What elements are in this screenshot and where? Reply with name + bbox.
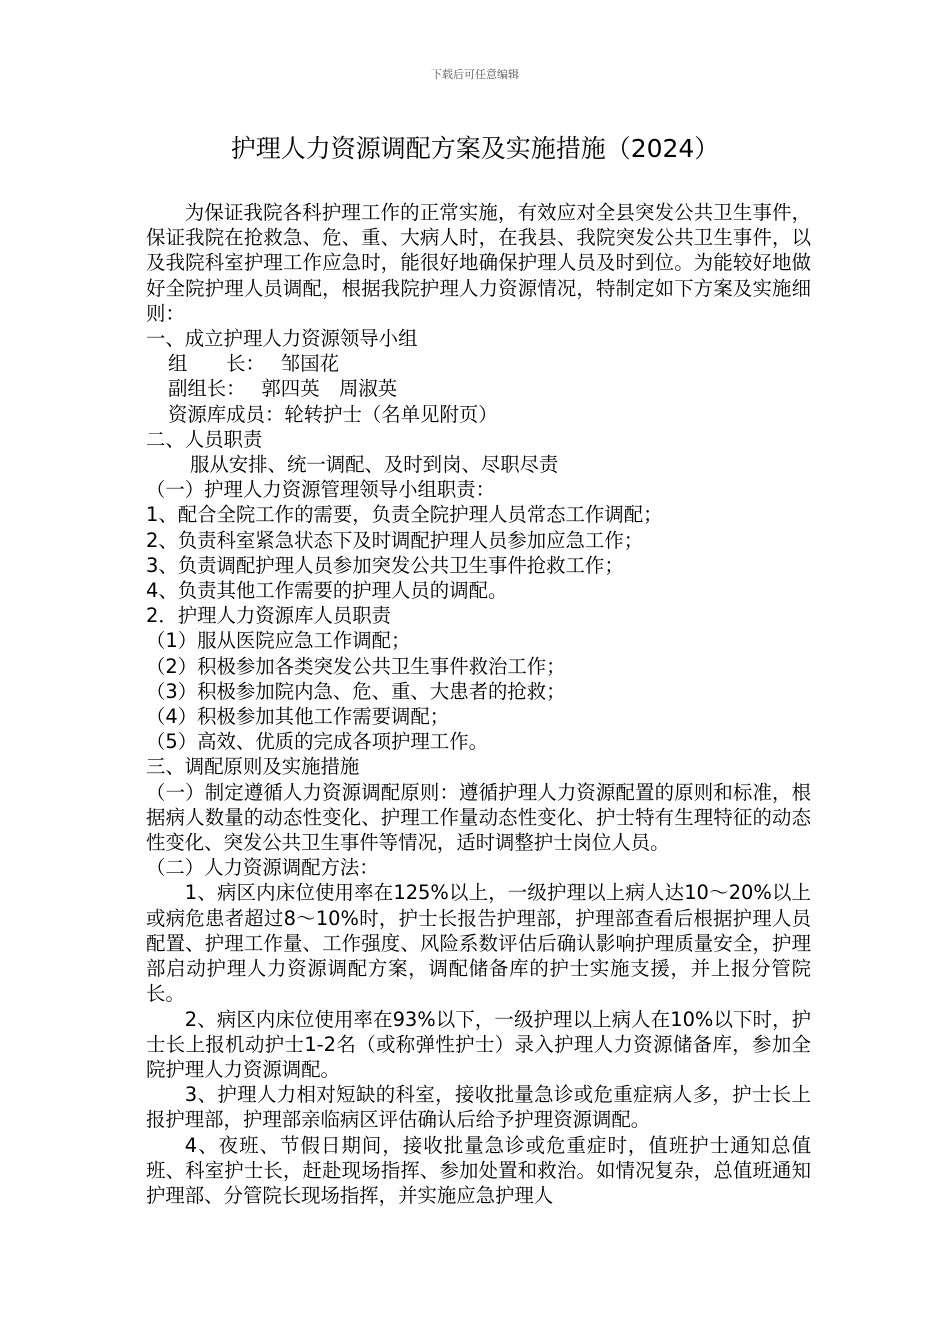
list-item: 4、负责其他工作需要的护理人员的调配。: [146, 579, 508, 603]
method-paragraph: 2、病区内床位使用率在93%以下，一级护理以上病人在10%以下时，护士长上报机动护士1-2名（或称弹性护士）录入护理人力资源储备库，参加全院护理人力资源调配。: [146, 1007, 811, 1081]
list-item: 1、配合全院工作的需要，负责全院护理人员常态工作调配；: [146, 503, 663, 527]
document-body: [146, 200, 811, 1208]
subsection-heading: （二）人力资源调配方法：: [146, 856, 379, 880]
section3-heading: 三、调配原则及实施措施: [146, 755, 360, 779]
duty-motto: 服从安排、统一调配、及时到岗、尽职尽责: [190, 453, 559, 477]
intro-paragraph: 为保证我院各科护理工作的正常实施，有效应对全县突发公共卫生事件，保证我院在抢救急、危、重、大病人时，在我县、我院突发公共卫生事件，以及我院科室护理工作应急时，能很好地确保护理人员及时到位。为能较好地做好全院护理人员调配，根据我院护理人力资源情况，特制定如下方案及实施细则：: [146, 201, 811, 325]
list-item: 3、负责调配护理人员参加突发公共卫生事件抢救工作；: [146, 553, 624, 577]
list-item: （5）高效、优质的完成各项护理工作。: [146, 730, 488, 754]
page-header: 下载后可任意编辑: [431, 68, 519, 81]
list-item: （1）服从医院应急工作调配；: [146, 629, 411, 653]
subsection-heading: （一）护理人力资源管理领导小组职责：: [146, 478, 496, 502]
team-leader-line: 组 长： 邹国花: [168, 352, 339, 376]
subsection-heading: 2．护理人力资源库人员职责: [146, 604, 392, 628]
list-item: （2）积极参加各类突发公共卫生事件救治工作；: [146, 654, 566, 678]
list-item: 2、负责科室紧急状态下及时调配护理人员参加应急工作；: [146, 528, 644, 552]
list-item: （4）积极参加其他工作需要调配；: [146, 705, 450, 729]
method-paragraph: 1、病区内床位使用率在125%以上，一级护理以上病人达10～20%以上或病危患者超过8～10%时，护士长报告护理部，护理部查看后根据护理人员配置、护理工作量、工作强度、风险系数评估后确认影响护理质量安全，护理部启动护理人力资源调配方案，调配储备库的护士实施支援，并上报分管院长。: [146, 881, 811, 1006]
section1-heading: 一、成立护理人力资源领导小组: [146, 327, 418, 351]
list-item: （3）积极参加院内急、危、重、大患者的抢救；: [146, 679, 566, 703]
method-paragraph: 4、夜班、节假日期间，接收批量急诊或危重症时，值班护士通知总值班、科室护士长，赶赴现场指挥、参加处置和救治。如情况复杂，总值班通知护理部、分管院长现场指挥，并实施应急护理人: [146, 1133, 811, 1207]
principle-paragraph: （一）制定遵循人力资源调配原则：遵循护理人力资源配置的原则和标准，根据病人数量的动态性变化、护理工作量动态性变化、护士特有生理特征的动态性变化、突发公共卫生事件等情况，适时调整护士岗位人员。: [146, 780, 811, 855]
deputy-leader-line: 副组长： 郭四英 周淑英: [168, 377, 398, 401]
document-title: 护理人力资源调配方案及实施措施（2024）: [230, 134, 720, 163]
section2-heading: 二、人员职责: [146, 427, 263, 451]
pool-members-line: 资源库成员：轮转护士（名单见附页）: [168, 402, 498, 426]
method-paragraph: 3、护理人力相对短缺的科室，接收批量急诊或危重症病人多，护士长上报护理部，护理部亲临病区评估确认后给予护理资源调配。: [146, 1083, 811, 1132]
